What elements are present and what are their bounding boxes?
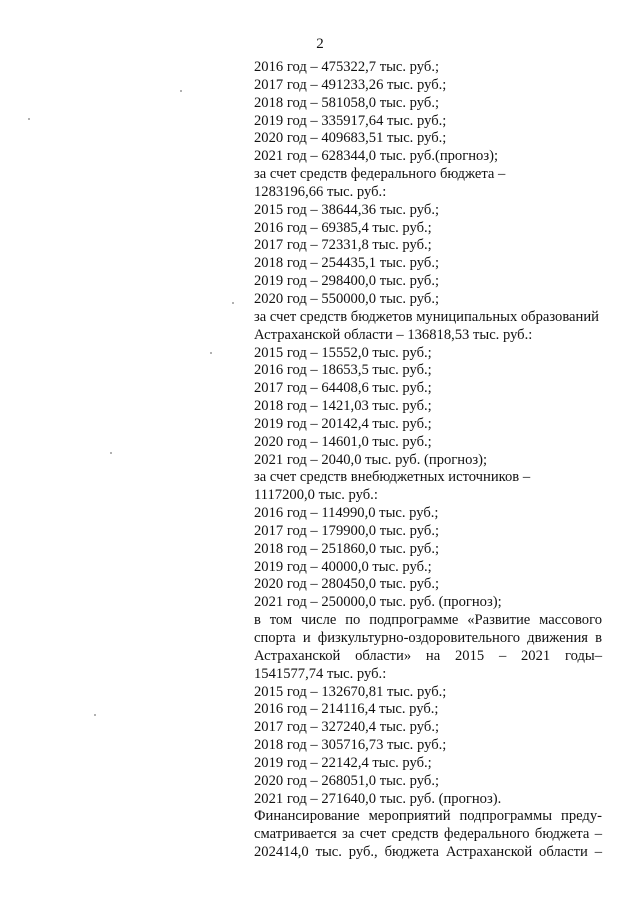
text-line: 2016 год – 114990,0 тыс. руб.; <box>254 505 439 522</box>
page-number: 2 <box>316 36 324 52</box>
text-line: 2018 год – 254435,1 тыс. руб.; <box>254 255 440 272</box>
text-line: Финансирование мероприятий подпрограммы преду- <box>254 808 602 825</box>
financing-paragraph <box>254 808 602 862</box>
text-line: Астраханской области» на 2015 – 2021 годы– <box>254 647 602 664</box>
text-line: 2020 год – 14601,0 тыс. руб.; <box>254 433 432 450</box>
text-line: 1283196,66 тыс. руб.: <box>254 183 387 200</box>
text-line: 2015 год – 132670,81 тыс. руб.; <box>254 683 447 700</box>
text-line: в том числе по подпрограмме «Развитие массового <box>254 612 602 629</box>
text-line: за счет средств внебюджетных источников – <box>254 469 531 486</box>
text-line: 2019 год – 335917,64 тыс. руб.; <box>254 112 447 129</box>
scan-speck <box>94 714 96 716</box>
text-line: за счет средств федерального бюджета – <box>254 166 506 183</box>
text-line: сматривается за счет средств федерального бюджета – <box>254 826 602 843</box>
scan-speck <box>210 352 212 354</box>
text-line: 2020 год – 280450,0 тыс. руб.; <box>254 576 440 593</box>
text-line: 2018 год – 581058,0 тыс. руб.; <box>254 94 440 111</box>
text-line: 2020 год – 268051,0 тыс. руб.; <box>254 772 440 789</box>
document-body <box>254 59 602 862</box>
text-line: 2017 год – 72331,8 тыс. руб.; <box>254 237 432 254</box>
text-line: 2019 год – 40000,0 тыс. руб.; <box>254 558 432 575</box>
text-line: 2016 год – 214116,4 тыс. руб.; <box>254 701 439 718</box>
text-line: 2016 год – 18653,5 тыс. руб.; <box>254 362 432 379</box>
text-line: за счет средств бюджетов муниципальных образований <box>254 308 599 325</box>
text-line: 2021 год – 628344,0 тыс. руб.(прогноз); <box>254 148 499 165</box>
text-line: 2017 год – 327240,4 тыс. руб.; <box>254 719 440 736</box>
text-line: 2015 год – 38644,36 тыс. руб.; <box>254 201 440 218</box>
text-line: 2015 год – 15552,0 тыс. руб.; <box>254 344 432 361</box>
text-line: 2021 год – 2040,0 тыс. руб. (прогноз); <box>254 451 488 468</box>
text-line: 2021 год – 271640,0 тыс. руб. (прогноз). <box>254 790 502 807</box>
financing-lines-block <box>254 59 602 612</box>
text-line: 2019 год – 22142,4 тыс. руб.; <box>254 754 432 771</box>
scan-speck <box>232 302 234 304</box>
text-line: 2019 год – 20142,4 тыс. руб.; <box>254 415 432 432</box>
scan-speck <box>28 118 30 120</box>
text-line: спорта и физкультурно-оздоровительного движения в <box>254 630 602 646</box>
text-line: 1541577,74 тыс. руб.: <box>254 665 387 682</box>
text-line: 2019 год – 298400,0 тыс. руб.; <box>254 273 440 290</box>
text-line: 2020 год – 409683,51 тыс. руб.; <box>254 130 447 147</box>
text-line: 2018 год – 1421,03 тыс. руб.; <box>254 398 432 415</box>
subprogram-paragraph <box>254 612 602 666</box>
text-line: 2021 год – 250000,0 тыс. руб. (прогноз); <box>254 594 502 611</box>
text-line: 2020 год – 550000,0 тыс. руб.; <box>254 290 440 307</box>
subprogram-lines-block <box>254 666 602 809</box>
text-line: 2017 год – 491233,26 тыс. руб.; <box>254 76 447 93</box>
scan-speck <box>110 452 112 454</box>
text-line: 2016 год – 69385,4 тыс. руб.; <box>254 219 432 236</box>
text-line: 2017 год – 179900,0 тыс. руб.; <box>254 522 440 539</box>
scan-speck <box>180 90 182 92</box>
text-line: 1117200,0 тыс. руб.: <box>254 487 378 504</box>
text-line: 2018 год – 305716,73 тыс. руб.; <box>254 737 447 754</box>
text-line: 202414,0 тыс. руб., бюджета Астраханской области – <box>254 844 602 861</box>
text-line: 2016 год – 475322,7 тыс. руб.; <box>254 59 440 75</box>
text-line: 2018 год – 251860,0 тыс. руб.; <box>254 540 440 557</box>
text-line: 2017 год – 64408,6 тыс. руб.; <box>254 380 432 397</box>
text-line: Астраханской области – 136818,53 тыс. руб.: <box>254 326 533 343</box>
